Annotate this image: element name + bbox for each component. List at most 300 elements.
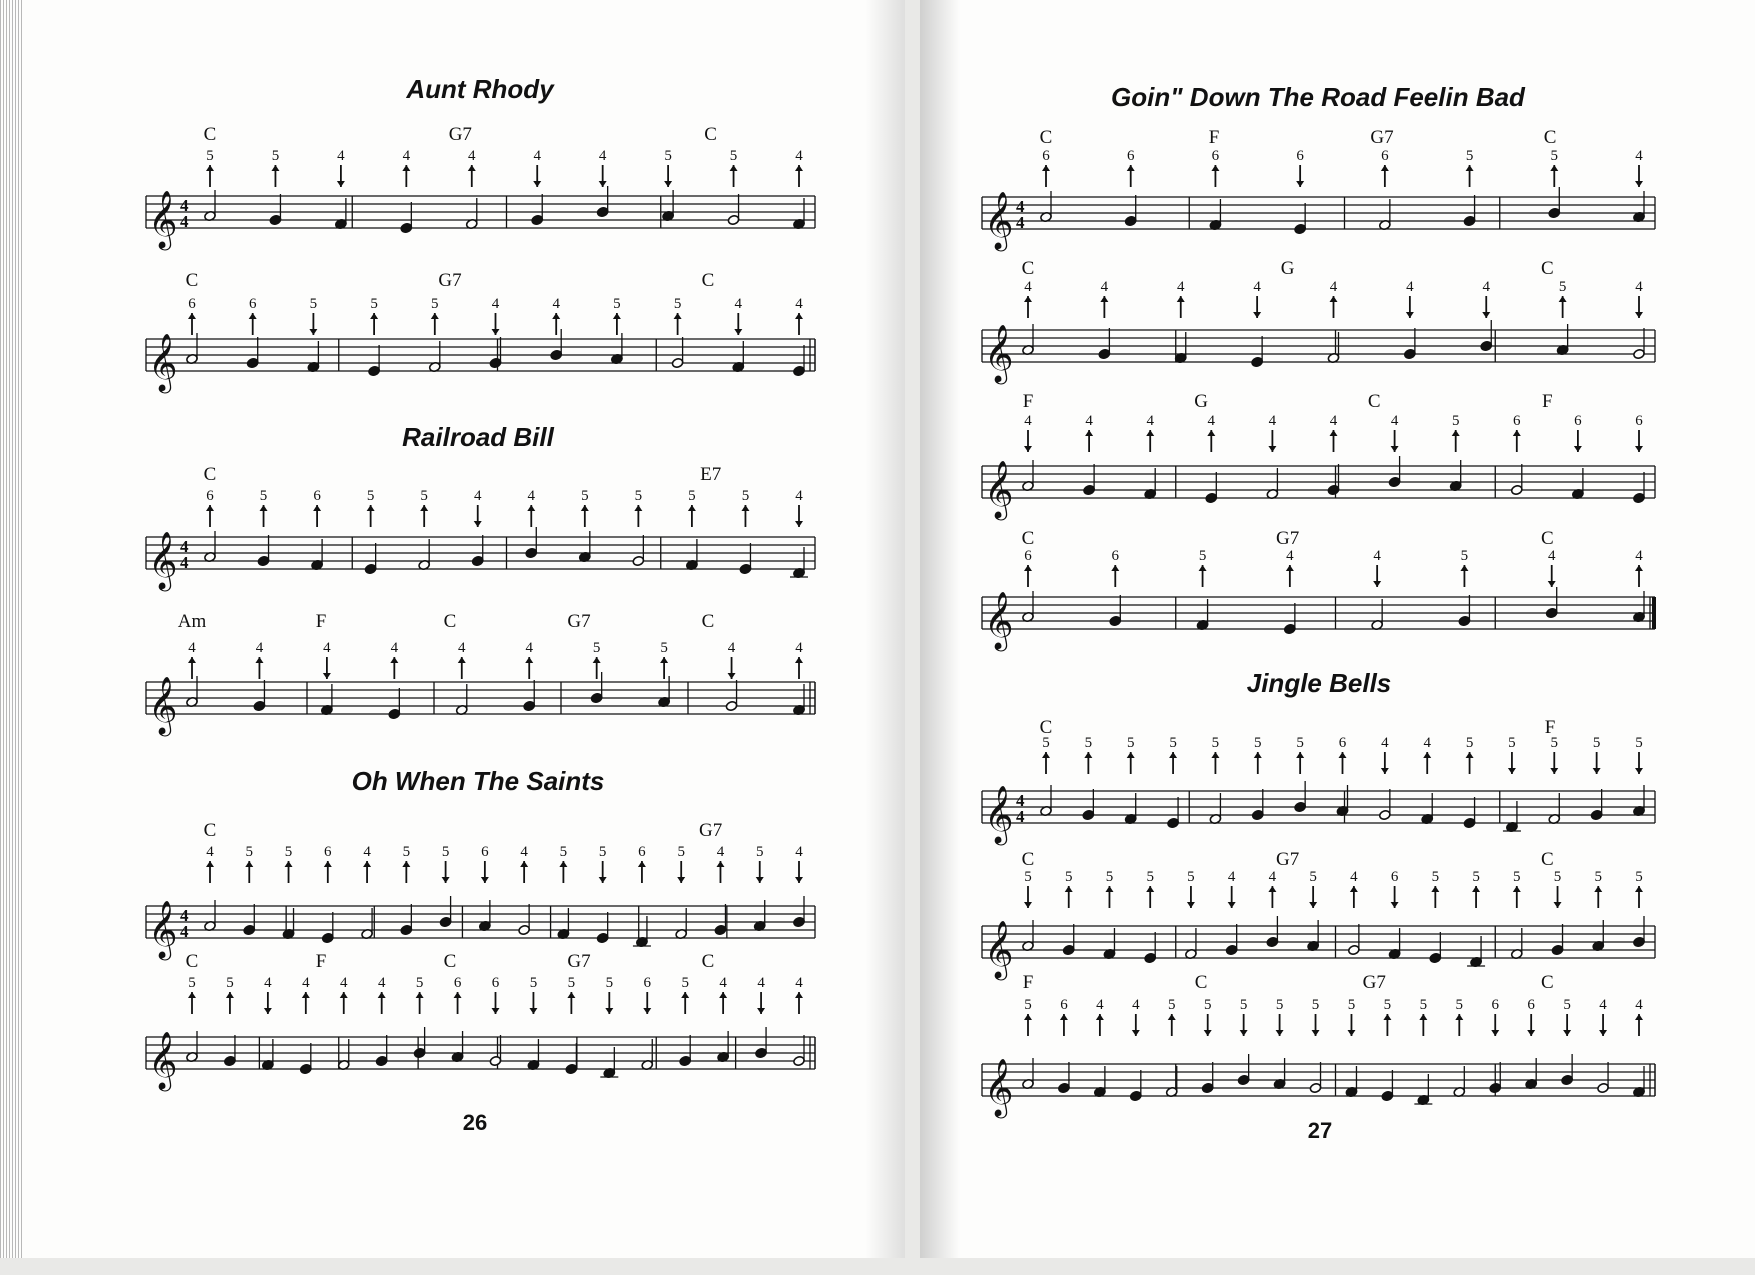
chord-symbol: G7 [1276, 849, 1300, 870]
harmonica-tab-number: 5 [1431, 869, 1440, 885]
arrow-head-down-icon [309, 329, 317, 335]
harmonica-tab-number: 6 [1126, 148, 1135, 164]
harmonica-tab-number: 5 [1084, 735, 1093, 751]
harmonica-tab-number: 4 [1177, 279, 1185, 295]
arrow-head-down-icon [1391, 446, 1399, 452]
harmonica-tab-number: 4 [1253, 279, 1261, 295]
chord-symbol: Am [177, 611, 207, 632]
arrow-head-up-icon [660, 657, 668, 663]
arrow-head-up-icon [1111, 565, 1119, 571]
arrow-head-up-icon [552, 313, 560, 319]
harmonica-tab-number: 4 [795, 844, 803, 860]
harmonica-tab-number: 6 [1491, 997, 1499, 1013]
arrow-head-up-icon [1100, 296, 1108, 302]
arrow-head-up-icon [1513, 886, 1521, 892]
harmonica-tab-number: 5 [245, 844, 254, 860]
arrow-head-up-icon [367, 505, 375, 511]
arrow-head-up-icon [719, 992, 727, 998]
arrow-head-up-icon [681, 992, 689, 998]
chord-symbol: C [1021, 849, 1035, 870]
harmonica-tab-number: 5 [1254, 735, 1262, 751]
harmonica-tab-number: 4 [458, 640, 466, 656]
arrow-head-down-icon [1593, 768, 1601, 774]
harmonica-tab-number: 5 [559, 844, 568, 860]
music-system [982, 972, 1655, 1119]
treble-clef-icon: 𝄞 [984, 592, 1014, 648]
arrow-head-down-icon [1312, 1030, 1320, 1036]
harmonica-tab-number: 4 [795, 148, 803, 164]
arrow-head-up-icon [527, 505, 535, 511]
harmonica-tab-number: 6 [1513, 413, 1521, 429]
harmonica-tab-number: 5 [1455, 997, 1464, 1013]
arrow-head-down-icon [1187, 902, 1195, 908]
arrow-head-up-icon [1423, 752, 1431, 758]
arrow-head-up-icon [188, 657, 196, 663]
chord-symbol: C [701, 270, 715, 291]
arrow-head-up-icon [674, 313, 682, 319]
arrow-head-down-icon [664, 181, 672, 187]
arrow-head-down-icon [605, 1008, 613, 1014]
arrow-head-down-icon [756, 877, 764, 883]
harmonica-tab-number: 4 [1547, 548, 1556, 564]
harmonica-tab-number: 6 [638, 844, 646, 860]
chord-symbol: C [1543, 127, 1557, 148]
treble-clef-icon: 𝄞 [984, 461, 1014, 517]
arrow-head-down-icon [1391, 902, 1399, 908]
arrow-head-down-icon [1527, 1030, 1535, 1036]
arrow-head-down-icon [1548, 581, 1556, 587]
arrow-head-up-icon [1296, 752, 1304, 758]
music-system [146, 611, 815, 737]
music-system [982, 391, 1655, 521]
chord-symbol: G [1280, 258, 1295, 279]
time-signature-bottom: 4 [1016, 807, 1025, 826]
arrow-head-up-icon [468, 165, 476, 171]
arrow-head-down-icon [323, 673, 331, 679]
harmonica-tab-number: 4 [491, 296, 500, 312]
chord-symbol: C [185, 270, 199, 291]
arrow-head-down-icon [599, 181, 607, 187]
arrow-head-up-icon [581, 505, 589, 511]
arrow-head-up-icon [1455, 1014, 1463, 1020]
treble-clef-icon: 𝄞 [148, 1032, 178, 1088]
harmonica-tab-number: 4 [302, 975, 310, 991]
arrow-head-up-icon [1060, 1014, 1068, 1020]
arrow-head-up-icon [378, 992, 386, 998]
arrow-head-up-icon [1024, 1014, 1032, 1020]
harmonica-tab-number: 5 [1203, 997, 1212, 1013]
arrow-head-up-icon [1146, 886, 1154, 892]
arrow-head-up-icon [567, 992, 575, 998]
chord-symbol: F [1208, 127, 1220, 148]
harmonica-tab-number: 6 [313, 488, 321, 504]
arrow-head-down-icon [1204, 1030, 1212, 1036]
arrow-head-up-icon [1594, 886, 1602, 892]
harmonica-tab-number: 5 [1419, 997, 1428, 1013]
chord-symbol: C [1039, 127, 1053, 148]
arrow-head-down-icon [1563, 1030, 1571, 1036]
harmonica-tab-number: 5 [529, 975, 538, 991]
harmonica-tab-number: 5 [1168, 997, 1176, 1013]
chord-symbol: C [1541, 528, 1554, 549]
arrow-head-up-icon [1211, 165, 1219, 171]
arrow-head-up-icon [1635, 1014, 1643, 1020]
harmonica-tab-number: 4 [1207, 413, 1216, 429]
music-system [146, 124, 815, 251]
harmonica-tab-number: 4 [473, 488, 482, 504]
arrow-head-down-icon [264, 1008, 272, 1014]
harmonica-tab-number: 4 [1406, 279, 1414, 295]
harmonica-tab-number: 6 [1024, 548, 1032, 564]
arrow-head-down-icon [1406, 312, 1414, 318]
harmonica-tab-number: 5 [1465, 148, 1474, 164]
chord-symbol: E7 [700, 464, 722, 485]
arrow-head-up-icon [206, 861, 214, 867]
harmonica-tab-number: 4 [468, 148, 476, 164]
harmonica-tab-number: 6 [1042, 148, 1050, 164]
harmonica-tab-number: 5 [1064, 869, 1073, 885]
harmonica-tab-number: 5 [259, 488, 268, 504]
arrow-head-down-icon [1635, 181, 1643, 187]
arrow-head-down-icon [337, 181, 345, 187]
arrow-head-up-icon [206, 505, 214, 511]
chord-symbol: C [1367, 391, 1381, 412]
arrow-head-up-icon [1550, 165, 1558, 171]
music-system [982, 127, 1655, 252]
arrow-head-up-icon [593, 657, 601, 663]
chord-symbol: G7 [1370, 127, 1394, 148]
arrow-head-up-icon [741, 505, 749, 511]
harmonica-tab-number: 4 [1373, 548, 1381, 564]
arrow-head-up-icon [1105, 886, 1113, 892]
harmonica-tab-number: 4 [1482, 279, 1490, 295]
chord-symbol: C [1021, 258, 1035, 279]
arrow-head-up-icon [1146, 430, 1154, 436]
harmonica-tab-number: 4 [1329, 279, 1338, 295]
arrow-head-up-icon [1635, 565, 1643, 571]
harmonica-tab-number: 4 [1146, 413, 1154, 429]
arrow-head-up-icon [188, 313, 196, 319]
harmonica-tab-number: 5 [309, 296, 318, 312]
harmonica-tab-number: 5 [729, 148, 738, 164]
arrow-head-up-icon [454, 992, 462, 998]
arrow-head-up-icon [1084, 752, 1092, 758]
harmonica-tab-number: 6 [491, 975, 500, 991]
arrow-head-down-icon [1024, 446, 1032, 452]
arrow-head-up-icon [402, 165, 410, 171]
arrow-head-down-icon [677, 877, 685, 883]
chord-symbol: G7 [448, 124, 472, 145]
arrow-head-down-icon [1296, 181, 1304, 187]
arrow-head-up-icon [1466, 165, 1474, 171]
harmonica-tab-number: 5 [284, 844, 293, 860]
harmonica-tab-number: 5 [1309, 869, 1317, 885]
arrow-head-up-icon [613, 313, 621, 319]
arrow-head-down-icon [1228, 902, 1236, 908]
chord-symbol: G7 [699, 820, 723, 841]
harmonica-tab-number: 5 [1211, 735, 1220, 751]
chord-symbol: C [203, 124, 217, 145]
arrow-head-up-icon [795, 313, 803, 319]
arrow-head-up-icon [1330, 296, 1338, 302]
arrow-head-up-icon [795, 165, 803, 171]
arrow-head-up-icon [1042, 752, 1050, 758]
arrow-head-down-icon [1276, 1030, 1284, 1036]
arrow-head-up-icon [226, 992, 234, 998]
harmonica-tab-number: 5 [1508, 735, 1516, 751]
harmonica-tab-number: 5 [1383, 997, 1392, 1013]
harmonica-tab-number: 5 [370, 296, 378, 312]
arrow-head-down-icon [1574, 446, 1582, 452]
arrow-head-up-icon [638, 861, 646, 867]
arrow-head-up-icon [1350, 886, 1358, 892]
arrow-head-up-icon [1177, 296, 1185, 302]
harmonica-tab-number: 4 [520, 844, 528, 860]
harmonica-tab-number: 6 [206, 488, 214, 504]
harmonica-tab-number: 5 [1460, 548, 1469, 564]
harmonica-tab-number: 4 [1024, 279, 1032, 295]
treble-clef-icon: 𝄞 [148, 901, 178, 957]
arrow-head-up-icon [206, 165, 214, 171]
arrow-head-up-icon [420, 505, 428, 511]
arrow-head-up-icon [285, 861, 293, 867]
harmonica-tab-number: 4 [1096, 997, 1104, 1013]
arrow-head-up-icon [634, 505, 642, 511]
harmonica-tab-number: 4 [1132, 997, 1140, 1013]
harmonica-tab-number: 5 [1239, 997, 1248, 1013]
chord-symbol: F [315, 611, 327, 632]
treble-clef-icon: 𝄞 [148, 532, 178, 588]
harmonica-tab-number: 5 [1126, 735, 1135, 751]
arrow-head-up-icon [559, 861, 567, 867]
harmonica-tab-number: 4 [363, 844, 371, 860]
harmonica-tab-number: 4 [525, 640, 533, 656]
chord-symbol: F [1542, 391, 1553, 412]
arrow-head-up-icon [1096, 1014, 1104, 1020]
harmonica-tab-number: 5 [741, 488, 750, 504]
arrow-head-up-icon [1207, 430, 1215, 436]
harmonica-tab-number: 5 [366, 488, 375, 504]
harmonica-tab-number: 4 [1268, 413, 1277, 429]
chord-symbol: G7 [1362, 972, 1386, 993]
harmonica-tab-number: 6 [1338, 735, 1347, 751]
time-signature-bottom: 4 [180, 212, 189, 231]
chord-symbol: C [701, 611, 715, 632]
harmonica-tab-number: 4 [1635, 997, 1643, 1013]
music-system [982, 717, 1655, 846]
time-signature-top: 4 [1016, 791, 1025, 810]
harmonica-tab-number: 5 [1105, 869, 1114, 885]
arrow-head-up-icon [688, 505, 696, 511]
harmonica-tab-number: 4 [795, 975, 803, 991]
chord-symbol: F [1544, 717, 1556, 738]
harmonica-tab-number: 4 [1329, 413, 1338, 429]
arrow-head-up-icon [1339, 752, 1347, 758]
arrow-head-up-icon [1211, 752, 1219, 758]
arrow-head-down-icon [1635, 312, 1643, 318]
arrow-head-up-icon [1127, 752, 1135, 758]
arrow-head-down-icon [643, 1008, 651, 1014]
arrow-head-up-icon [302, 992, 310, 998]
arrow-head-up-icon [370, 313, 378, 319]
harmonica-tab-number: 6 [248, 296, 257, 312]
harmonica-tab-number: 5 [1513, 869, 1521, 885]
harmonica-tab-number: 5 [1347, 997, 1356, 1013]
harmonica-tab-number: 5 [1635, 735, 1643, 751]
arrow-head-up-icon [1085, 430, 1093, 436]
harmonica-tab-number: 5 [1296, 735, 1304, 751]
arrow-head-up-icon [458, 657, 466, 663]
arrow-head-down-icon [481, 877, 489, 883]
arrow-head-down-icon [492, 329, 500, 335]
harmonica-tab-number: 4 [727, 640, 736, 656]
arrow-head-down-icon [734, 329, 742, 335]
harmonica-tab-number: 6 [1635, 413, 1643, 429]
arrow-head-up-icon [260, 505, 268, 511]
time-signature-top: 4 [180, 196, 189, 215]
arrow-head-up-icon [1419, 1014, 1427, 1020]
time-signature-bottom: 4 [1016, 213, 1025, 232]
song-title-oh-when-the-saints: Oh When The Saints [351, 766, 605, 796]
music-system [146, 820, 815, 961]
arrow-head-up-icon [1042, 165, 1050, 171]
arrow-head-up-icon [313, 505, 321, 511]
harmonica-tab-number: 5 [634, 488, 643, 504]
harmonica-tab-number: 4 [1227, 869, 1236, 885]
harmonica-tab-number: 5 [1563, 997, 1571, 1013]
harmonica-tab-number: 4 [716, 844, 725, 860]
time-signature-bottom: 4 [180, 922, 189, 941]
harmonica-tab-number: 4 [264, 975, 272, 991]
harmonica-tab-number: 6 [453, 975, 462, 991]
chord-symbol: C [443, 951, 457, 972]
harmonica-tab-number: 4 [337, 148, 345, 164]
arrow-head-up-icon [363, 861, 371, 867]
harmonica-tab-number: 4 [255, 640, 264, 656]
arrow-head-down-icon [1635, 446, 1643, 452]
arrow-head-up-icon [1330, 430, 1338, 436]
arrow-head-up-icon [188, 992, 196, 998]
music-system [982, 849, 1655, 981]
arrow-head-up-icon [730, 165, 738, 171]
time-signature-top: 4 [180, 906, 189, 925]
treble-clef-icon: 𝄞 [984, 921, 1014, 977]
harmonica-tab-number: 4 [1635, 279, 1643, 295]
treble-clef-icon: 𝄞 [984, 192, 1014, 248]
harmonica-tab-number: 5 [188, 975, 196, 991]
arrow-head-down-icon [492, 1008, 500, 1014]
harmonica-tab-number: 4 [719, 975, 727, 991]
arrow-head-down-icon [1482, 312, 1490, 318]
harmonica-tab-number: 5 [1024, 997, 1032, 1013]
harmonica-tab-number: 4 [188, 640, 196, 656]
harmonica-tab-number: 6 [1390, 869, 1399, 885]
harmonica-tab-number: 4 [1286, 548, 1294, 564]
music-system [146, 270, 815, 394]
arrow-head-up-icon [1381, 165, 1389, 171]
harmonica-tab-number: 5 [581, 488, 589, 504]
arrow-head-up-icon [1024, 296, 1032, 302]
chord-symbol: G7 [438, 270, 462, 291]
harmonica-tab-number: 4 [598, 148, 607, 164]
harmonica-tab-number: 4 [1423, 735, 1431, 751]
harmonica-tab-number: 5 [1451, 413, 1460, 429]
arrow-head-up-icon [1169, 752, 1177, 758]
harmonica-tab-number: 5 [1553, 869, 1562, 885]
chord-symbol: F [1022, 972, 1034, 993]
harmonica-tab-number: 4 [1390, 413, 1399, 429]
arrow-head-up-icon [1452, 430, 1460, 436]
treble-clef-icon: 𝄞 [984, 325, 1014, 381]
time-signature-top: 4 [180, 537, 189, 556]
arrow-head-up-icon [1065, 886, 1073, 892]
harmonica-tab-number: 6 [1060, 997, 1068, 1013]
chord-symbol: C [1021, 528, 1035, 549]
chord-symbol: F [315, 951, 327, 972]
page-number-left: 26 [462, 1110, 488, 1135]
harmonica-tab-number: 5 [1465, 735, 1474, 751]
harmonica-tab-number: 6 [1574, 413, 1582, 429]
harmonica-tab-number: 5 [441, 844, 450, 860]
chord-symbol: C [1541, 258, 1554, 279]
chord-symbol: C [1541, 972, 1554, 993]
harmonica-tab-number: 4 [1635, 548, 1643, 564]
arrow-head-up-icon [1431, 886, 1439, 892]
arrow-head-up-icon [249, 313, 257, 319]
harmonica-tab-number: 5 [613, 296, 621, 312]
page-number-right: 27 [1307, 1118, 1333, 1143]
song-title-jingle-bells: Jingle Bells [1246, 668, 1392, 698]
harmonica-tab-number: 5 [1042, 735, 1050, 751]
arrow-head-down-icon [1373, 581, 1381, 587]
harmonica-tab-number: 5 [402, 844, 411, 860]
harmonica-tab-number: 5 [1592, 735, 1601, 751]
right-page [920, 0, 1755, 1258]
harmonica-tab-number: 4 [340, 975, 348, 991]
arrow-head-up-icon [1635, 886, 1643, 892]
arrow-head-up-icon [795, 657, 803, 663]
arrow-head-down-icon [1491, 1030, 1499, 1036]
harmonica-tab-number: 5 [1187, 869, 1195, 885]
arrow-head-down-icon [795, 877, 803, 883]
arrow-head-down-icon [1508, 768, 1516, 774]
harmonica-tab-number: 6 [188, 296, 196, 312]
arrow-head-down-icon [529, 1008, 537, 1014]
arrow-head-down-icon [795, 521, 803, 527]
music-system [982, 258, 1655, 385]
harmonica-tab-number: 5 [1550, 735, 1559, 751]
harmonica-tab-number: 5 [567, 975, 576, 991]
harmonica-tab-number: 6 [1527, 997, 1535, 1013]
arrow-head-up-icon [1513, 430, 1521, 436]
chord-symbol: G [1194, 391, 1208, 412]
harmonica-tab-number: 5 [1635, 869, 1643, 885]
chord-symbol: C [1194, 972, 1208, 993]
treble-clef-icon: 𝄞 [984, 1059, 1014, 1115]
harmonica-tab-number: 4 [1085, 413, 1093, 429]
arrow-head-up-icon [324, 861, 332, 867]
harmonica-tab-number: 5 [664, 148, 672, 164]
harmonica-tab-number: 5 [1024, 869, 1032, 885]
arrow-head-down-icon [1240, 1030, 1248, 1036]
harmonica-tab-number: 4 [1100, 279, 1109, 295]
harmonica-tab-number: 6 [324, 844, 332, 860]
song-title-railroad-bill: Railroad Bill [402, 422, 554, 452]
time-signature-top: 4 [1016, 197, 1025, 216]
chord-symbol: C [701, 951, 715, 972]
arrow-head-up-icon [1168, 1014, 1176, 1020]
arrow-head-up-icon [390, 657, 398, 663]
